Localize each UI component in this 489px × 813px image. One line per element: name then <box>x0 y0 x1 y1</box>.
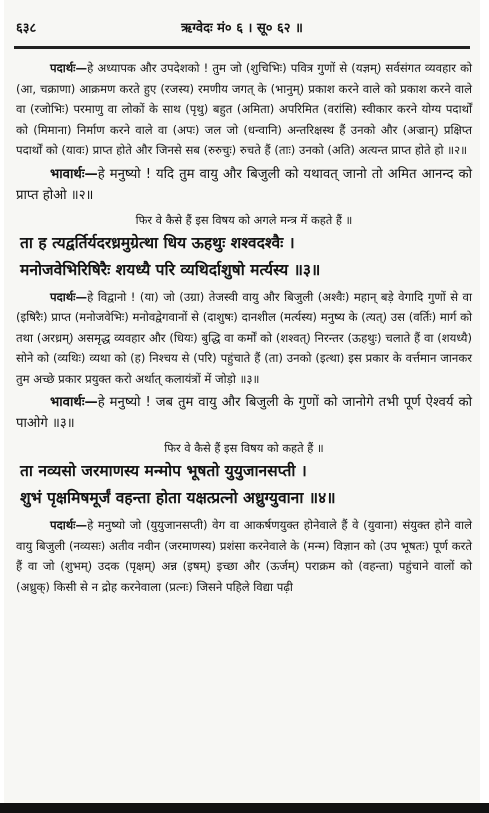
padartha-label: पदार्थः— <box>50 61 88 75</box>
page-number: ६३८ <box>16 21 37 36</box>
page-content <box>16 58 472 597</box>
header-rule <box>14 46 470 49</box>
mantra-line: मनोजवेभिरिषिरैः शयध्यै परि व्यथिर्दाशुषो मर्त्यस्य ॥३॥ <box>20 260 321 279</box>
book-page <box>4 0 480 813</box>
padartha-text: हे अध्यापक और उपदेशको ! तुम जो (शुचिभिः) पवित्र गुणों से (यज्ञम्) सर्वसंगत व्यवहार को (आ, चक्राणा) आक्रमण करते हुए (रजस्य) रमणीय जगत् के (भानुम्) प्रकाश करने वाले को प्रकाश करने वाले वा (रजोभिः) परमाणु वा लोकों के साथ (पृथु) बहुत (अमिता) अपरिमित (वरांसि) स्वीकार करने योग्य पदार्थों को (मिमाना) निर्माण करने वाले वा (अपः) जल जो (धन्वानि) अन्तरिक्षस्थ हैं उनको और (अज्रान्) प्रक्षिप्त पदार्थों को (यावः) प्राप्त होते और जिनसे सब (रुरुचुः) रुचते हैं (ताः) उनको (अति) अत्यन्त प्राप्त होते हो ॥२॥ <box>16 61 472 157</box>
mantra-line: ता ह त्यद्वर्तिर्यदरध्रमुग्रेत्था धिय ऊहथुः शश्वदश्वैः । <box>20 233 295 252</box>
mantra-line: ता नव्यसो जरमाणस्य मन्मोप भूषतो युयुजानसप्ती । <box>20 462 307 480</box>
padartha-text: हे मनुष्यो जो (युयुजानसप्ती) वेग वा आकर्षणयुक्त होनेवाले हैं वे (युवाना) संयुक्त होने वाले वायु बिजुली (नव्यसः) अतीव नवीन (जरमाणस्य) प्रशंसा करनेवाले के (मन्म) विज्ञान को (उप भूषतः) पूर्ण करते हैं वा जो (शुभम्) उदक (पृक्षम्) अन्न (इषम्) इच्छा और (ऊर्जम्) पराक्रम को (वहन्ता) पहुंचाने वालों को (अध्रुक्) किसी से न द्रोह करनेवाला (प्रत्नः) जिसने पहिले विद्या पढ़ी <box>16 518 472 594</box>
bhavartha-label: भावार्थः— <box>50 395 98 410</box>
mantra-intro: फिर वे कैसे हैं इस विषय को कहते हैं ॥ <box>164 441 324 455</box>
mantra-intro: फिर वे कैसे हैं इस विषय को अगले मन्त्र में कहते हैं ॥ <box>135 212 353 227</box>
scan-bottom-edge <box>0 803 489 813</box>
padartha-text: हे विद्वानो ! (या) जो (उग्रा) तेजस्वी वायु और बिजुली (अश्वैः) महान् बड़े वेगादि गुणों से वा (इषिरैः) प्राप्त (मनोजवेभिः) मनोवद्वेगवानों से (दाशुषः) दानशील (मर्त्यस्य) मनुष्य के (त्यत्) उस (वर्तिः) मार्ग को तथा (अरध्रम्) असमृद्ध व्यवहार और (धियः) बुद्धि वा कर्मों को (शश्वत्) निरन्तर (ऊहथुः) चलाते हैं वा (शयध्यै) सोने को (व्यथिः) व्यथा को (ह) निश्चय से (परि) पहुंचाते हैं (ता) उनको (इत्था) इस प्रकार के वर्त्तमान जानकर तुम अच्छे प्रकार प्रयुक्त करो अर्थात् कलायंत्रों में जोड़ो ॥३॥ <box>16 289 472 386</box>
padartha-paragraph <box>16 287 472 390</box>
bhavartha-paragraph <box>16 164 472 206</box>
bhavartha-paragraph <box>16 392 472 434</box>
padartha-label: पदार्थः— <box>50 518 88 532</box>
page-header <box>12 18 472 40</box>
padartha-paragraph <box>16 515 472 597</box>
padartha-paragraph <box>16 58 472 161</box>
mantra-line: शुभं पृक्षमिषमूर्जं वहन्ता होता यक्षत्प्रत्नो अध्रुग्युवाना ॥४॥ <box>20 489 336 507</box>
bhavartha-text: हे मनुष्यो ! यदि तुम वायु और बिजुली को यथावत् जानो तो अमित आनन्द को प्राप्त होओ ॥२॥ <box>16 166 472 203</box>
bhavartha-text: हे मनुष्यो ! जब तुम वायु और बिजुली के गुणों को जानोगे तभी पूर्ण ऐश्वर्य को पाओगे ॥३॥ <box>16 395 472 431</box>
padartha-label: पदार्थः— <box>50 289 88 304</box>
running-title: ऋग्वेदः मं० ६ । सू० ६२ ॥ <box>181 21 303 36</box>
bhavartha-label: भावार्थः— <box>50 166 98 182</box>
